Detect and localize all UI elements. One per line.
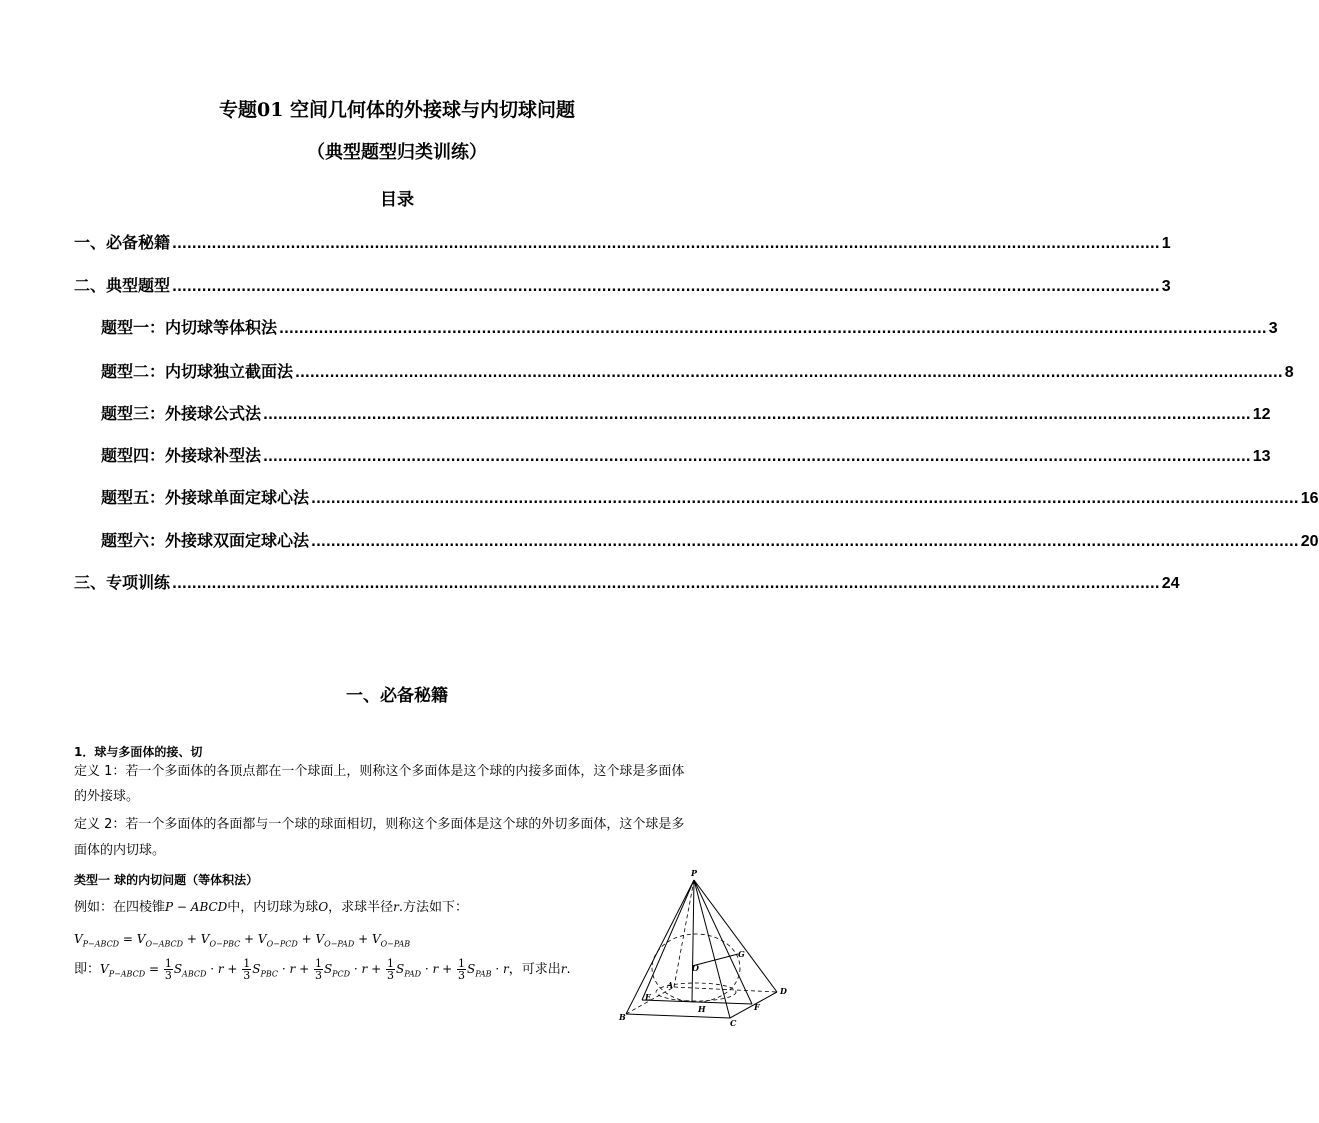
toc-entry-page: 3 xyxy=(1161,278,1171,295)
toc-entry[interactable] xyxy=(74,275,1171,299)
example-prefix: 例如：在四棱锥 xyxy=(74,900,166,915)
label-h: H xyxy=(698,1004,706,1014)
toc-dot-leader xyxy=(263,405,1251,427)
toc-entry[interactable] xyxy=(101,487,1319,511)
volume-subscript: O−PBC xyxy=(209,939,241,949)
toc-dot-leader xyxy=(172,234,1160,256)
toc-entry-page: 8 xyxy=(1284,364,1294,381)
edge-pa-hidden xyxy=(674,880,694,987)
toc-entry[interactable] xyxy=(101,361,1294,385)
toc-entry[interactable] xyxy=(101,317,1278,341)
label-a: A xyxy=(667,980,674,990)
line-ef xyxy=(642,1000,752,1004)
definition-2-line-2: 面体的内切球。 xyxy=(74,843,166,858)
toc-dot-leader xyxy=(263,447,1251,469)
label-f: F xyxy=(754,1002,760,1012)
definition-2-line-1: 定义 2：若一个多面体的各面都与一个球的球面相切，则称这个多面体是这个球的外切多面体，这个球是多 xyxy=(74,817,685,832)
label-b: B xyxy=(619,1012,626,1022)
type1-heading: 类型一 球的内切问题（等体积法） xyxy=(74,873,259,887)
volume-subscript: O−PAB xyxy=(380,939,411,949)
toc-entry-label: 二、典型题型 xyxy=(74,276,171,295)
toc-entry-label: 题型一：内切球等体积法 xyxy=(101,318,278,337)
example-line xyxy=(74,897,468,918)
label-d: D xyxy=(780,986,787,996)
fraction-one-third: $\frac{1}{3}$ xyxy=(314,957,322,982)
fraction-one-third: $\frac{1}{3}$ xyxy=(164,957,172,982)
example-pyramid: P − ABCD xyxy=(165,900,228,914)
toc-entry[interactable] xyxy=(101,530,1319,554)
label-c: C xyxy=(730,1018,737,1028)
line-ph xyxy=(692,880,694,1002)
volume-term: $V_{O-PAB}$ xyxy=(371,932,411,949)
edge-pd xyxy=(694,880,777,992)
label-o: O xyxy=(692,963,699,973)
area-subscript: PBC xyxy=(260,969,279,979)
volume-term: $V_{O-PBC}$ xyxy=(200,932,241,949)
toc-entry-label: 题型三：外接球公式法 xyxy=(101,404,262,423)
toc-entry-page: 13 xyxy=(1252,448,1271,465)
toc-entry-page: 1 xyxy=(1161,235,1171,252)
volume-subscript: P−ABCD xyxy=(82,939,120,949)
radius-symbol: r xyxy=(560,962,567,976)
document-title: 专题01 空间几何体的外接球与内切球问题 xyxy=(218,99,576,121)
toc-dot-leader xyxy=(279,319,1267,341)
area-subscript: PAB xyxy=(475,969,492,979)
fraction-one-third: $\frac{1}{3}$ xyxy=(457,957,465,982)
section-title: 一、必备秘籍 xyxy=(346,686,448,706)
toc-entry-label: 题型五：外接球单面定球心法 xyxy=(101,488,310,507)
edge-ad-hidden xyxy=(674,987,777,992)
area-subscript: PCD xyxy=(332,969,351,979)
volume-term: $V_{P-ABCD}$ xyxy=(74,932,120,949)
toc-entry[interactable] xyxy=(74,232,1171,256)
toc-dot-leader xyxy=(172,574,1160,596)
toc-entry-label: 一、必备秘籍 xyxy=(74,233,171,252)
toc-entry-page: 3 xyxy=(1268,320,1278,337)
example-mid2: ，求球半径 xyxy=(328,900,394,915)
volume-subscript: O−ABCD xyxy=(145,939,184,949)
label-p: P xyxy=(691,868,698,878)
toc-entry-page: 12 xyxy=(1252,406,1271,423)
equation-prefix: 即： xyxy=(74,962,101,977)
toc-entry[interactable] xyxy=(74,572,1180,596)
toc-entry-label: 题型六：外接球双面定球心法 xyxy=(101,531,310,550)
definition-1-line-2: 的外接球。 xyxy=(74,789,140,804)
definition-1-line-1: 定义 1：若一个多面体的各顶点都在一个球面上，则称这个多面体是这个球的内接多面体，这个球是多面体 xyxy=(74,764,685,779)
volume-subscript: O−PAD xyxy=(324,939,355,949)
toc-entry-label: 三、专项训练 xyxy=(74,573,171,592)
area-subscript: PAD xyxy=(404,969,422,979)
toc-dot-leader xyxy=(311,489,1299,511)
example-suffix: .方法如下： xyxy=(398,900,469,915)
toc-entry-page: 16 xyxy=(1300,490,1319,507)
volume-term: $V_{O-PCD}$ xyxy=(257,932,298,949)
example-radius: r xyxy=(393,900,399,914)
subheading: 1．球与多面体的接、切 xyxy=(74,745,203,759)
equation-body: $V_{P-ABCD}$ = $\frac{1}{3}$ $S_{ABCD} \cdot r$ + $\frac{1}{3}$ $S_{PBC} \cdot r$ + $\frac{1}{3}$ $S_{PCD} \cdot r$ + $\frac{1}{3}$ $S_{PAD} \cdot r$ + $\frac{1}{3}$ $S_{PAB} \cdot r$ xyxy=(100,957,509,982)
toc-dot-leader xyxy=(172,277,1160,299)
volume-subscript: P−ABCD xyxy=(108,969,146,979)
equation-2: 即：$V_{P-ABCD}$ = $\frac{1}{3}$ $S_{ABCD} \cdot r$ + $\frac{1}{3}$ $S_{PBC} \cdot r$ + $\frac{1}{3}$ $S_{PCD} \cdot r$ + $\frac{1}{3}$ $S_{PAD} \cdot r$ + $\frac{1}{3}$ $S_{PAB} \cdot r$，可求出r. xyxy=(74,957,571,982)
label-g: G xyxy=(738,949,745,959)
area-subscript: ABCD xyxy=(182,969,207,979)
edge-pc xyxy=(694,880,730,1018)
toc-entry[interactable] xyxy=(101,445,1271,469)
equation-suffix: ，可求出 xyxy=(508,962,561,977)
volume-subscript: O−PCD xyxy=(266,939,298,949)
equation-1: $V_{P-ABCD} = V_{O-ABCD} + V_{O-PBC} + V_{O-PCD} + V_{O-PAD} + V_{O-PAB}$ xyxy=(74,932,411,949)
example-mid: 中，内切球为球 xyxy=(227,900,319,915)
volume-term: $V_{O-ABCD}$ xyxy=(136,932,184,949)
toc-entry-page: 24 xyxy=(1161,575,1180,592)
toc-entry-label: 题型二：内切球独立截面法 xyxy=(101,362,294,381)
label-e: E xyxy=(645,992,652,1002)
example-ball: O xyxy=(318,900,329,914)
edge-pb xyxy=(626,880,694,1014)
document-subtitle: （典型题型归类训练） xyxy=(307,142,487,163)
toc-entry-label: 题型四：外接球补型法 xyxy=(101,446,262,465)
toc-dot-leader xyxy=(295,363,1283,385)
edge-bc xyxy=(626,1014,730,1018)
volume-term: $V_{O-PAD}$ xyxy=(315,932,355,949)
pyramid-figure xyxy=(612,862,792,1028)
toc-dot-leader xyxy=(311,532,1299,554)
toc-title: 目录 xyxy=(380,190,414,210)
fraction-one-third: $\frac{1}{3}$ xyxy=(386,957,394,982)
toc-entry[interactable] xyxy=(101,403,1271,427)
fraction-one-third: $\frac{1}{3}$ xyxy=(243,957,251,982)
toc-entry-page: 20 xyxy=(1300,533,1319,550)
